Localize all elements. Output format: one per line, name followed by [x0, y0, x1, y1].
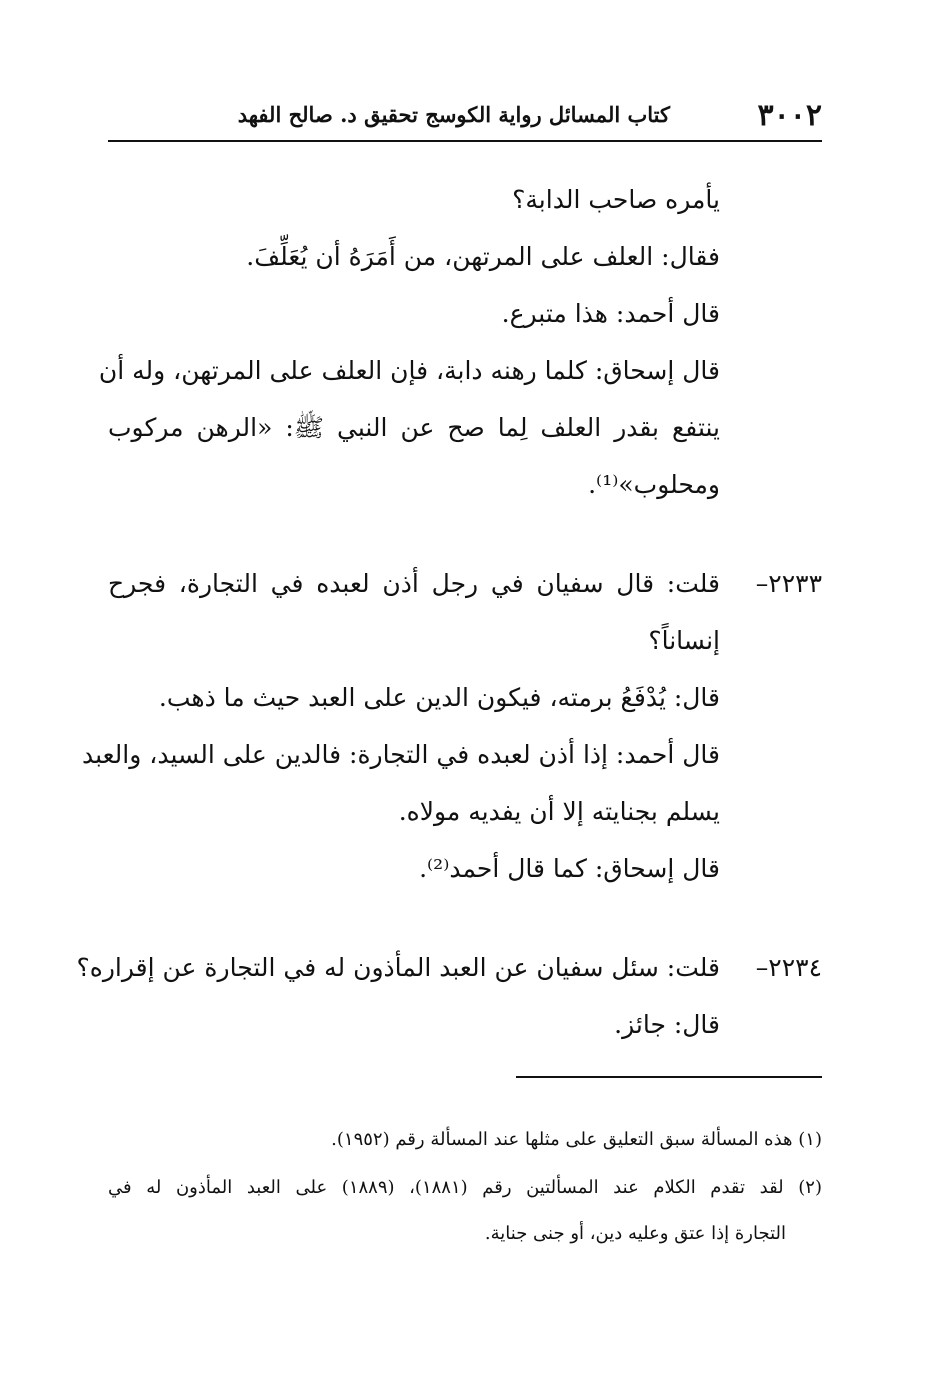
body-line: إنساناً؟: [648, 626, 720, 655]
question-number: ٢٢٣٣–: [755, 569, 822, 598]
body-line: يأمره صاحب الدابة؟: [512, 185, 720, 214]
body-line: فقال: العلف على المرتهن، من أَمَرَهُ أن يُعَلِّفَ.: [246, 242, 720, 271]
footnote: (١) هذه المسألة سبق التعليق على مثلها عند المسألة رقم (١٩٥٢).: [331, 1129, 822, 1150]
footnote: التجارة إذا عتق وعليه دين، أو جنى جناية.: [484, 1223, 786, 1244]
footnote: (٢) لقد تقدم الكلام عند المسألتين رقم (١٨٨١)، (١٨٨٩) على العبد المأذون له في: [108, 1177, 822, 1198]
body-line: قال إسحاق: كلما رهنه دابة، فإن العلف على المرتهن، وله أن: [98, 356, 720, 385]
body-line: قلت: قال سفيان في رجل أذن لعبده في التجارة، فجرح: [108, 569, 720, 598]
footnote-rule: [516, 1076, 822, 1078]
body-line: قال أحمد: هذا متبرع.: [501, 299, 720, 328]
page-header: [108, 96, 822, 140]
question-number: ٢٢٣٤–: [755, 953, 822, 982]
body-line: قال أحمد: إذا أذن لعبده في التجارة: فالدين على السيد، والعبد: [81, 740, 720, 769]
body-line: ومحلوب»⁽¹⁾.: [588, 470, 720, 499]
body-line: قال: جائز.: [614, 1010, 720, 1039]
header-rule: [108, 140, 822, 142]
body-line: ينتفع بقدر العلف لِما صح عن النبي ﷺ: «الرهن مركوب: [108, 413, 720, 442]
body-line: قال إسحاق: كما قال أحمد⁽²⁾.: [419, 854, 720, 883]
body-line: قال: يُدْفَعُ برمته، فيكون الدين على العبد حيث ما ذهب.: [158, 683, 720, 712]
body-line: يسلم بجنايته إلا أن يفديه مولاه.: [398, 797, 720, 826]
page-number: ٣٠٠٢: [757, 98, 822, 133]
body-line: قلت: سئل سفيان عن العبد المأذون له في التجارة عن إقراره؟: [76, 953, 720, 982]
running-title: كتاب المسائل رواية الكوسج تحقيق د. صالح الفهد: [237, 102, 670, 127]
